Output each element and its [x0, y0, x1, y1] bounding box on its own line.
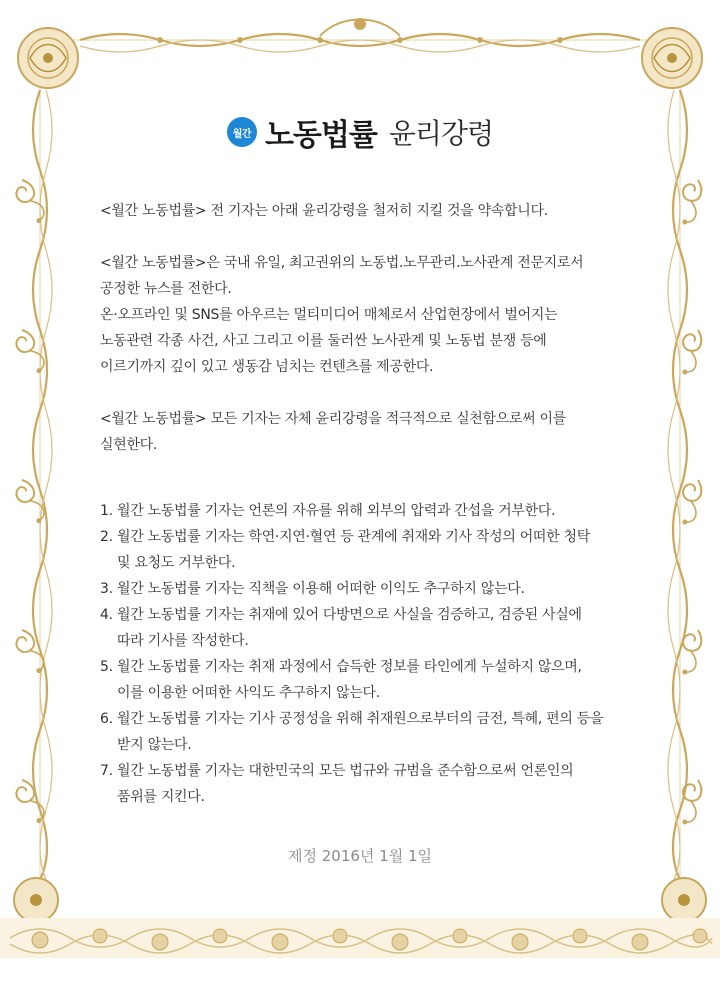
rule-line: 월간 노동법률 기자는 취재 과정에서 습득한 정보를 타인에게 누설하지 않으며,: [117, 659, 582, 675]
rule-line: 월간 노동법률 기자는 기사 공정성을 위해 취재원으로부터의 금전, 특혜, 편의 등을: [117, 711, 604, 727]
document-body: [100, 198, 640, 810]
rule-item: [100, 576, 640, 602]
rule-line: 품위를 지킨다.: [117, 789, 205, 805]
rule-item: [100, 498, 640, 524]
rule-item: [100, 654, 640, 706]
rule-line: 월간 노동법률 기자는 직책을 이용해 어떠한 이익도 추구하지 않는다.: [117, 581, 525, 597]
about-line: 노동관련 각종 사건, 사고 그리고 이를 둘러싼 노사관계 및 노동법 분쟁 등에: [100, 333, 547, 349]
page-title: 윤리강령: [388, 117, 494, 150]
rule-line: 월간 노동법률 기자는 대한민국의 모든 법규와 규범을 준수함으로써 언론인의: [117, 763, 574, 779]
monthly-badge-icon: [227, 117, 257, 147]
document-header: [0, 108, 720, 156]
brand-name: 노동법률: [264, 118, 377, 153]
rule-line: 월간 노동법률 기자는 취재에 있어 다방면으로 사실을 검증하고, 검증된 사실에: [117, 607, 582, 623]
rule-number: 2.: [100, 529, 113, 545]
enactment-date: 제정 2016년 1월 1일: [287, 847, 432, 865]
rule-number: 1.: [100, 503, 113, 519]
badge-label: 월간: [232, 128, 252, 140]
about-line: 이르기까지 깊이 있고 생동감 넘치는 컨텐츠를 제공한다.: [100, 359, 434, 375]
rule-number: 3.: [100, 581, 113, 597]
commitment-line: 실현한다.: [100, 437, 158, 453]
rules-list: [100, 498, 640, 810]
rule-number: 5.: [100, 659, 113, 675]
rule-line: 받지 않는다.: [117, 737, 192, 753]
rule-line: 월간 노동법률 기자는 학연·지연·혈연 등 관계에 취재와 기사 작성의 어떠한 청탁: [117, 529, 590, 545]
rule-item: [100, 706, 640, 758]
rule-number: 4.: [100, 607, 113, 623]
about-line: 온·오프라인 및 SNS를 아우르는 멀티미디어 매체로서 산업현장에서 벌어지는: [100, 307, 558, 323]
rule-item: [100, 524, 640, 576]
rule-item: [100, 602, 640, 654]
about-line: <월간 노동법률>은 국내 유일, 최고권위의 노동법.노무관리.노사관계 전문지로서: [100, 255, 584, 271]
rule-number: 7.: [100, 763, 113, 779]
intro-paragraph: <월간 노동법률> 전 기자는 아래 윤리강령을 철저히 지킬 것을 약속합니다.: [100, 203, 548, 219]
commitment-paragraph: [100, 406, 640, 458]
rule-line: 및 요청도 거부한다.: [117, 555, 236, 571]
about-paragraph: [100, 250, 640, 380]
rule-line: 따라 기사를 작성한다.: [117, 633, 249, 649]
commitment-line: <월간 노동법률> 모든 기자는 자체 윤리강령을 적극적으로 실천함으로써 이를: [100, 411, 567, 427]
rule-item: [100, 758, 640, 810]
rule-line: 월간 노동법률 기자는 언론의 자유를 위해 외부의 압력과 간섭을 거부한다.: [117, 503, 556, 519]
rule-line: 이를 이용한 어떠한 사익도 추구하지 않는다.: [117, 685, 380, 701]
about-line: 공정한 뉴스를 전한다.: [100, 281, 232, 297]
rule-number: 6.: [100, 711, 113, 727]
